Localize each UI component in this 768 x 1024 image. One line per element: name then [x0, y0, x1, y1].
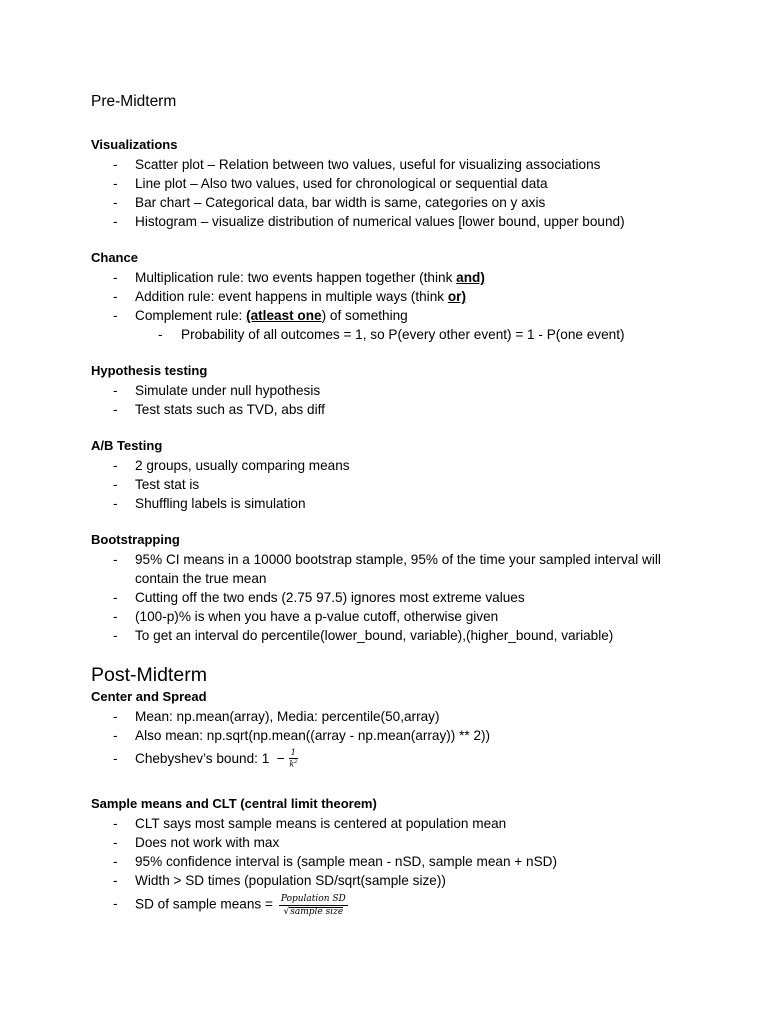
- visualizations-heading: Visualizations: [91, 137, 178, 152]
- list-item: - (100-p)% is when you have a p-value cutoff, otherwise given: [113, 609, 499, 624]
- list-dash: -: [113, 402, 118, 417]
- list-dash: -: [158, 327, 163, 342]
- list-dash: -: [113, 896, 118, 911]
- list-item: - Multiplication rule: two events happen together (think and): [113, 270, 485, 285]
- list-dash: -: [113, 609, 118, 624]
- list-item: - Chebyshev’s bound: 1 − $\frac{1}{k^2}$: [113, 747, 298, 769]
- list-item: - Line plot – Also two values, used for chronological or sequential data: [113, 176, 548, 191]
- visualizations-list: [0, 155, 768, 231]
- list-item: - Bar chart – Categorical data, bar width is same, categories on y axis: [113, 195, 546, 210]
- bootstrapping-list: [0, 550, 768, 645]
- ab-testing-heading: A/B Testing: [91, 438, 163, 453]
- list-item: - 95% CI means in a 10000 bootstrap stample, 95% of the time your sampled interval will contain the true mean: [113, 552, 661, 586]
- list-item: - Complement rule: (atleast one) of something: [113, 308, 408, 323]
- clt-list: [0, 814, 768, 916]
- list-item: - 2 groups, usually comparing means: [113, 458, 350, 473]
- list-item: - Width > SD times (population SD/sqrt(sample size)): [113, 873, 446, 888]
- list-dash: -: [113, 308, 118, 323]
- list-item: - Test stat is: [113, 477, 200, 492]
- hypothesis-heading: Hypothesis testing: [91, 363, 208, 378]
- list-item: - Cutting off the two ends (2.75 97.5) ignores most extreme values: [113, 590, 525, 605]
- list-dash: -: [113, 835, 118, 850]
- list-item: - Addition rule: event happens in multiple ways (think or): [113, 289, 466, 304]
- center-spread-list: [0, 707, 768, 769]
- list-item: - Test stats such as TVD, abs diff: [113, 402, 325, 417]
- list-item: - SD of sample means = $\frac{\text{Population SD}}{\text{√sample size}}$: [113, 894, 346, 917]
- chebyshev-fraction: $\frac{1}{k^2}$: [289, 747, 298, 769]
- list-dash: -: [113, 816, 118, 831]
- list-item: - CLT says most sample means is centered at population mean: [113, 816, 507, 831]
- pre-midterm-title: Pre-Midterm: [91, 93, 177, 110]
- list-dash: -: [113, 751, 118, 766]
- list-dash: -: [113, 873, 118, 888]
- list-dash: -: [113, 176, 118, 191]
- list-dash: -: [113, 496, 118, 511]
- hypothesis-list: [0, 381, 768, 419]
- list-item: - Scatter plot – Relation between two values, useful for visualizing associations: [113, 157, 601, 172]
- list-dash: -: [113, 289, 118, 304]
- list-dash: -: [113, 195, 118, 210]
- center-spread-heading: Center and Spread: [91, 689, 207, 704]
- list-dash: -: [113, 854, 118, 869]
- clt-heading: Sample means and CLT (central limit theorem): [91, 796, 377, 811]
- list-item: - Simulate under null hypothesis: [113, 383, 321, 398]
- sd-sample-means-fraction: $\frac{\text{Population SD}}{\text{√sample size}}$: [280, 894, 346, 917]
- list-dash: -: [113, 214, 118, 229]
- minus-sign: −: [276, 751, 285, 766]
- list-dash: -: [113, 709, 118, 724]
- list-item: - 95% confidence interval is (sample mean - nSD, sample mean + nSD): [113, 854, 557, 869]
- chance-list: [0, 268, 768, 344]
- list-dash: -: [113, 552, 118, 567]
- list-item: - Histogram – visualize distribution of numerical values [lower bound, upper bound): [113, 214, 625, 229]
- list-dash: -: [113, 477, 118, 492]
- ab-testing-list: [0, 456, 768, 513]
- list-item: - Also mean: np.sqrt(np.mean((array - np.mean(array)) ** 2)): [113, 728, 491, 743]
- chance-heading: Chance: [91, 250, 138, 265]
- bootstrapping-heading: Bootstrapping: [91, 532, 180, 547]
- list-item: - Does not work with max: [113, 835, 280, 850]
- list-dash: -: [113, 590, 118, 605]
- list-dash: -: [113, 383, 118, 398]
- list-dash: -: [113, 157, 118, 172]
- list-item: - Mean: np.mean(array), Media: percentile(50,array): [113, 709, 440, 724]
- list-dash: -: [113, 728, 118, 743]
- list-item: - To get an interval do percentile(lower_bound, variable),(higher_bound, variable): [113, 628, 614, 643]
- list-item: - Shuffling labels is simulation: [113, 496, 306, 511]
- list-dash: -: [113, 458, 118, 473]
- list-subitem: - Probability of all outcomes = 1, so P(every other event) = 1 - P(one event): [158, 327, 625, 342]
- list-dash: -: [113, 628, 118, 643]
- post-midterm-title: Post-Midterm: [91, 664, 207, 686]
- list-dash: -: [113, 270, 118, 285]
